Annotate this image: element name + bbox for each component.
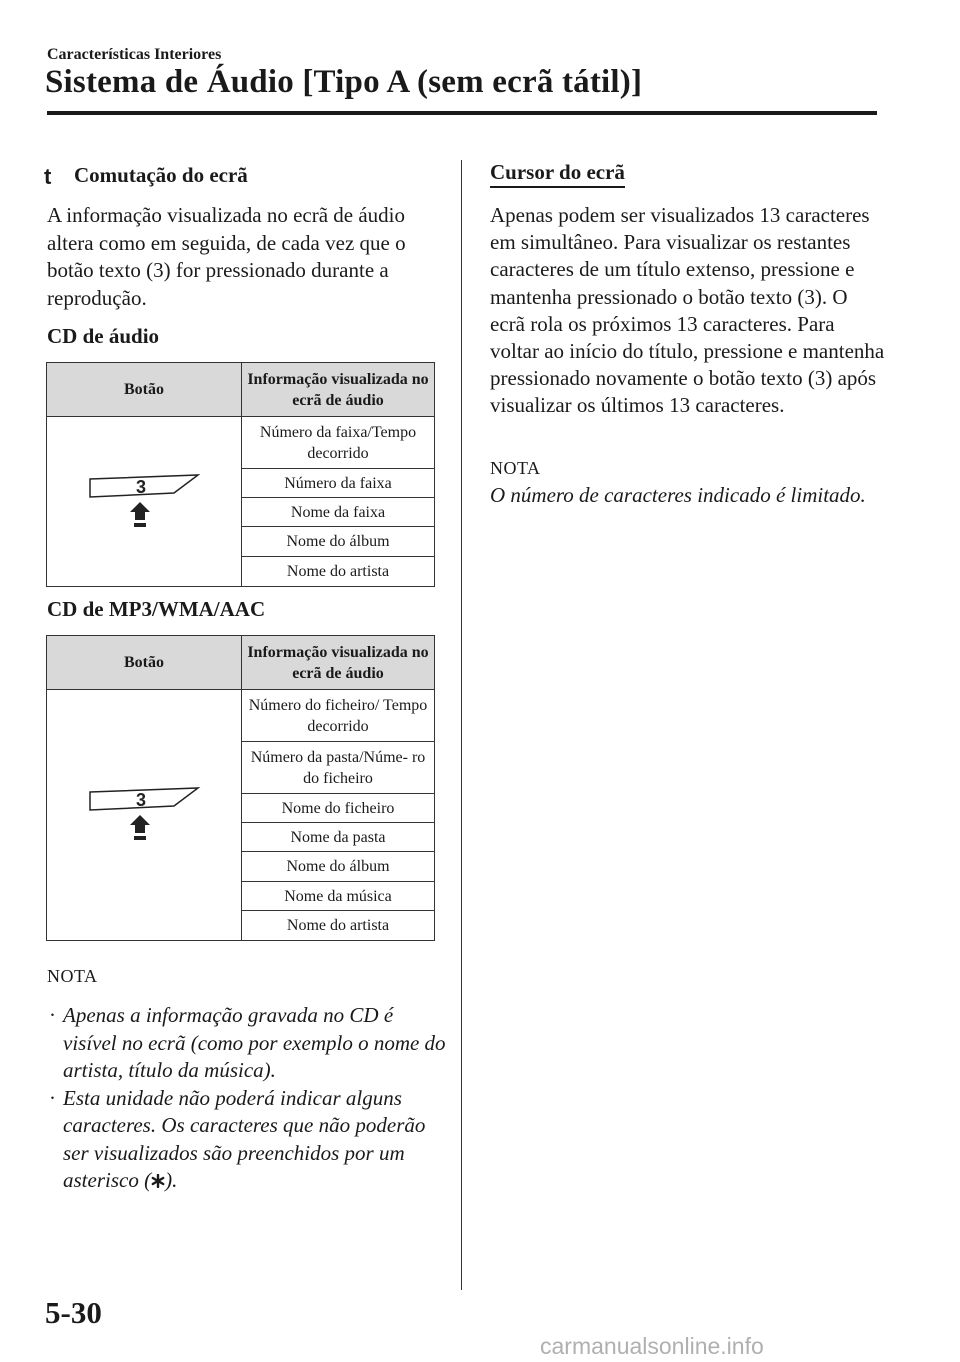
section-heading: Comutação do ecrã — [74, 163, 248, 187]
asterisk-icon — [151, 1174, 165, 1188]
table1-row: Nome da faixa — [242, 498, 435, 527]
table1-col-info: Informação visualizada no ecrã de áudio — [242, 363, 435, 417]
table2-title: CD de MP3/WMA/AAC — [47, 597, 266, 621]
right-nota-text: O número de caracteres indicado é limitado. — [490, 483, 866, 507]
text-button-icon — [86, 784, 202, 846]
table-cd-mp3 — [46, 635, 435, 941]
watermark: carmanualsonline.info — [540, 1333, 764, 1359]
table2-row: Número da pasta/Núme- ro do ficheiro — [242, 742, 435, 794]
nota-label: NOTA — [47, 966, 98, 986]
table-cd-audio — [46, 362, 435, 587]
nota-item: · Esta unidade não poderá indicar alguns caracteres. Os caracteres que não poderão ser visualizados são preenchidos por um asterisco ( ). — [49, 1085, 426, 1192]
right-nota-label: NOTA — [490, 458, 541, 478]
svg-text:3: 3 — [136, 476, 147, 497]
table2-col-button: Botão — [47, 636, 242, 690]
page-title: Sistema de Áudio [Tipo A (sem ecrã tátil)] — [45, 64, 643, 100]
section-label: Características Interiores — [47, 46, 222, 63]
column-divider — [461, 160, 462, 1290]
nota-item: · Apenas a informação gravada no CD é visível no ecrã (como por exemplo o nome do artista, título da música). — [49, 1003, 446, 1082]
table1-row: Nome do artista — [242, 557, 435, 587]
table2-row: Nome da pasta — [242, 823, 435, 852]
intro-paragraph: A informação visualizada no ecrã de áudio altera como em seguida, de cada vez que o botão texto (3) for pressionado durante a reprodução. — [47, 203, 406, 310]
nota-list — [47, 1002, 447, 1195]
table1-row: Número da faixa — [242, 469, 435, 498]
bullet-dot-icon: · — [49, 1003, 56, 1027]
cursor-heading: Cursor do ecrã — [490, 160, 625, 188]
text-button-icon — [86, 471, 202, 533]
table2-row: Nome do artista — [242, 911, 435, 941]
header-divider — [47, 111, 877, 115]
table1-row: Nome do álbum — [242, 527, 435, 557]
table1-row: Número da faixa/Tempo decorrido — [242, 417, 435, 469]
section-bullet-icon: t — [44, 164, 52, 189]
table2-row: Número do ficheiro/ Tempo decorrido — [242, 690, 435, 742]
table2-row: Nome da música — [242, 882, 435, 911]
cursor-paragraph: Apenas podem ser visualizados 13 caracteres em simultâneo. Para visualizar os restantes caracteres de um título extenso, pressione e mantenha pressionado o botão texto (3). O ecrã rola os próximos 13 caracteres. Para voltar ao início do título, pressione e mantenha pressionado novamente o botão texto (3) após visualizar os últimos 13 caracteres. — [490, 203, 885, 418]
table1-col-button: Botão — [47, 363, 242, 417]
table1-button-cell — [47, 417, 242, 587]
page-number: 5-30 — [45, 1295, 102, 1330]
table1-title: CD de áudio — [47, 324, 160, 348]
table2-row: Nome do ficheiro — [242, 794, 435, 823]
svg-text:3: 3 — [136, 790, 147, 810]
bullet-dot-icon: · — [49, 1085, 56, 1110]
table2-row: Nome do álbum — [242, 852, 435, 882]
table2-col-info: Informação visualizada no ecrã de áudio — [242, 636, 435, 690]
table2-button-cell — [47, 690, 242, 941]
